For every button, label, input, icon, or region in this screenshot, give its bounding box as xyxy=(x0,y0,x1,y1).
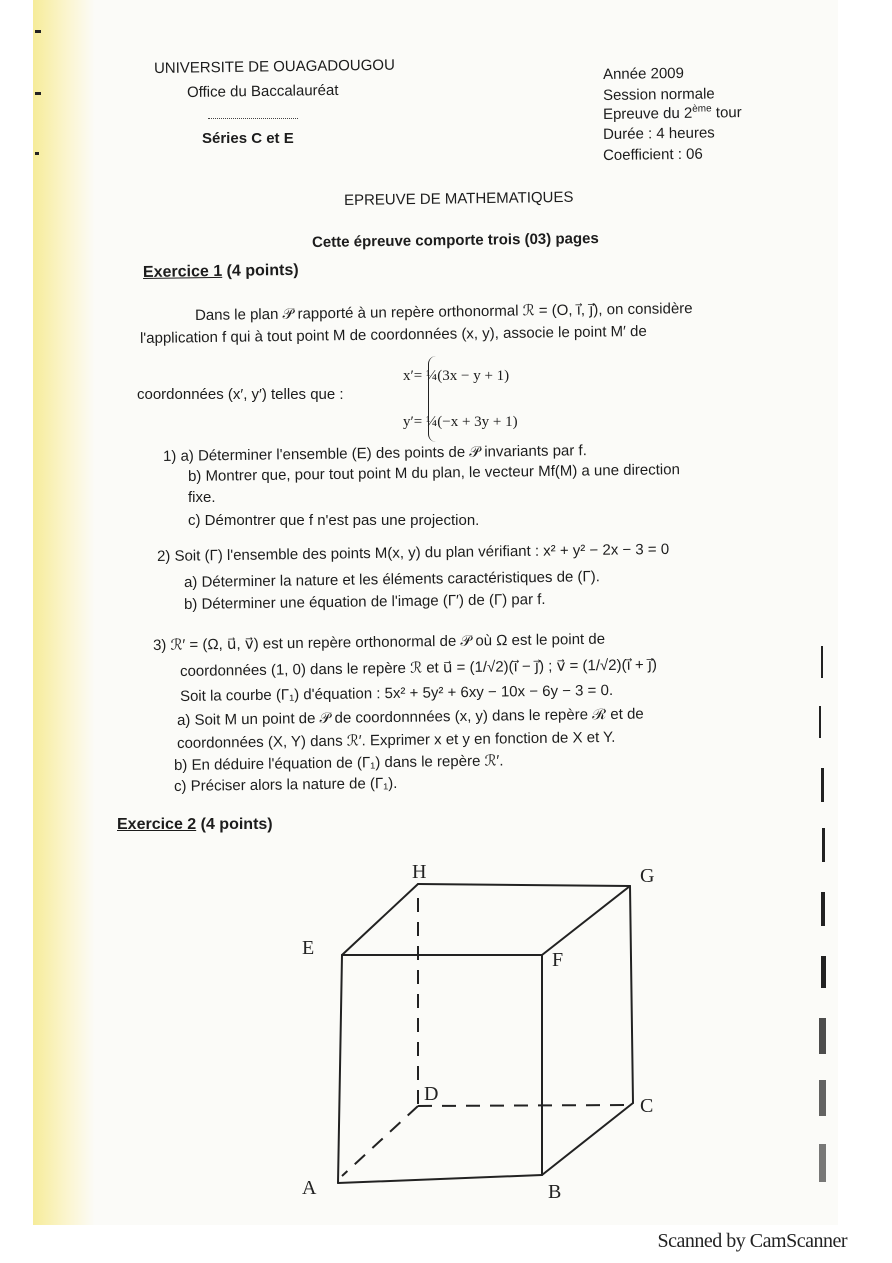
question-1b-continued: fixe. xyxy=(188,489,216,506)
session: Session normale xyxy=(602,85,715,104)
question-2: 2) Soit (Γ) l'ensemble des points M(x, y) du plan vérifiant : x² + y² − 2x − 3 = 0 xyxy=(156,540,670,565)
coefficient: Coefficient : 06 xyxy=(602,145,703,164)
margin-mark xyxy=(35,152,39,155)
exam-subtitle: Cette épreuve comporte trois (03) pages xyxy=(311,229,599,251)
edge-DA-hidden xyxy=(342,1106,418,1176)
question-3a: a) Soit M un point de 𝒫 de coordonnnées (x, y) dans le repère ℛ et de xyxy=(176,705,644,729)
question-3a-continued: coordonnées (X, Y) dans ℛ′. Exprimer x et y en fonction de X et Y. xyxy=(176,728,616,752)
vertex-label-G: G xyxy=(640,865,655,887)
office-name: Office du Baccalauréat xyxy=(186,81,339,101)
margin-mark xyxy=(819,1080,826,1116)
edge-AB xyxy=(338,1175,542,1183)
margin-mark xyxy=(822,828,825,862)
vertex-label-F: F xyxy=(552,949,564,971)
question-3: 3) ℛ′ = (Ω, u⃗, v⃗) est un repère orthonormal de 𝒫 où Ω est le point de xyxy=(152,630,606,654)
exercise-2-heading: Exercice 2 (4 points) xyxy=(117,816,273,833)
margin-mark xyxy=(821,768,824,802)
vertex-label-B: B xyxy=(548,1181,562,1198)
ex1-intro-line-2: l'application f qui à tout point M de coordonnées (x, y), associe le point M′ de xyxy=(139,322,647,347)
exercise-1-heading: Exercice 1 (4 points) xyxy=(142,261,299,281)
question-1a: 1) a) Déterminer l'ensemble (E) des points de 𝒫 invariants par f. xyxy=(162,442,587,465)
ex1-intro-line-1: Dans le plan 𝒫 rapporté à un repère orthonormal ℛ = (O, i⃗, j⃗), on considère xyxy=(194,300,693,324)
series: Séries C et E xyxy=(202,130,294,147)
exam-title: EPREUVE DE MATHEMATIQUES xyxy=(343,188,574,209)
scanner-watermark: Scanned by CamScanner xyxy=(657,1230,847,1252)
margin-mark xyxy=(35,30,41,33)
edge-HG xyxy=(418,884,630,886)
question-2b: b) Déterminer une équation de l'image (Γ′) de (Γ) par f. xyxy=(183,590,546,613)
edge-BC xyxy=(542,1103,633,1175)
edge-DC-hidden xyxy=(418,1105,625,1106)
edge-EA xyxy=(338,955,342,1183)
margin-mark xyxy=(819,1018,826,1054)
vertex-label-C: C xyxy=(640,1095,654,1117)
divider xyxy=(208,118,298,119)
edge-GC xyxy=(630,886,633,1103)
margin-mark xyxy=(821,646,823,678)
question-3-curve: Soit la courbe (Γ₁) d'équation : 5x² + 5y² + 6xy − 10x − 6y − 3 = 0. xyxy=(179,681,614,705)
question-3b: b) En déduire l'équation de (Γ₁) dans le repère ℛ′. xyxy=(173,752,504,774)
edge-FG xyxy=(542,886,630,955)
question-1b: b) Montrer que, pour tout point M du plan, le vecteur Mf(M) a une direction xyxy=(187,461,680,485)
margin-mark xyxy=(821,892,825,926)
question-3c: c) Préciser alors la nature de (Γ₁). xyxy=(173,774,398,795)
question-3-basis: coordonnées (1, 0) dans le repère ℛ et u⃗ = (1/√2)(i⃗ − j⃗) ; v⃗ = (1/√2)(i⃗ + j⃗) xyxy=(179,656,658,680)
question-2a: a) Déterminer la nature et les éléments caractéristiques de (Γ). xyxy=(183,568,601,591)
equation-y-prime: y′= ¼(−x + 3y + 1) xyxy=(403,414,518,430)
question-1c: c) Démontrer que f n'est pas une projection. xyxy=(188,512,480,529)
margin-mark xyxy=(35,92,41,95)
vertex-label-H: H xyxy=(412,861,427,883)
university-name: UNIVERSITE DE OUAGADOUGOU xyxy=(153,56,395,77)
vertex-label-A: A xyxy=(302,1177,317,1198)
ex1-coords-label: coordonnées (x′, y′) telles que : xyxy=(137,386,344,403)
year: Année 2009 xyxy=(602,64,685,83)
duration: Durée : 4 heures xyxy=(602,124,715,143)
margin-mark xyxy=(819,1144,826,1182)
epreuve-tour: Epreuve du 2ème tour xyxy=(602,103,742,123)
cube-figure xyxy=(290,858,670,1198)
edge-EH xyxy=(342,884,418,955)
vertex-label-E: E xyxy=(302,937,315,959)
equation-x-prime: x′= ¼(3x − y + 1) xyxy=(403,368,510,384)
vertex-label-D: D xyxy=(424,1083,439,1105)
margin-mark xyxy=(821,956,826,988)
page-edge-shadow xyxy=(33,0,95,1225)
margin-mark xyxy=(819,706,821,738)
